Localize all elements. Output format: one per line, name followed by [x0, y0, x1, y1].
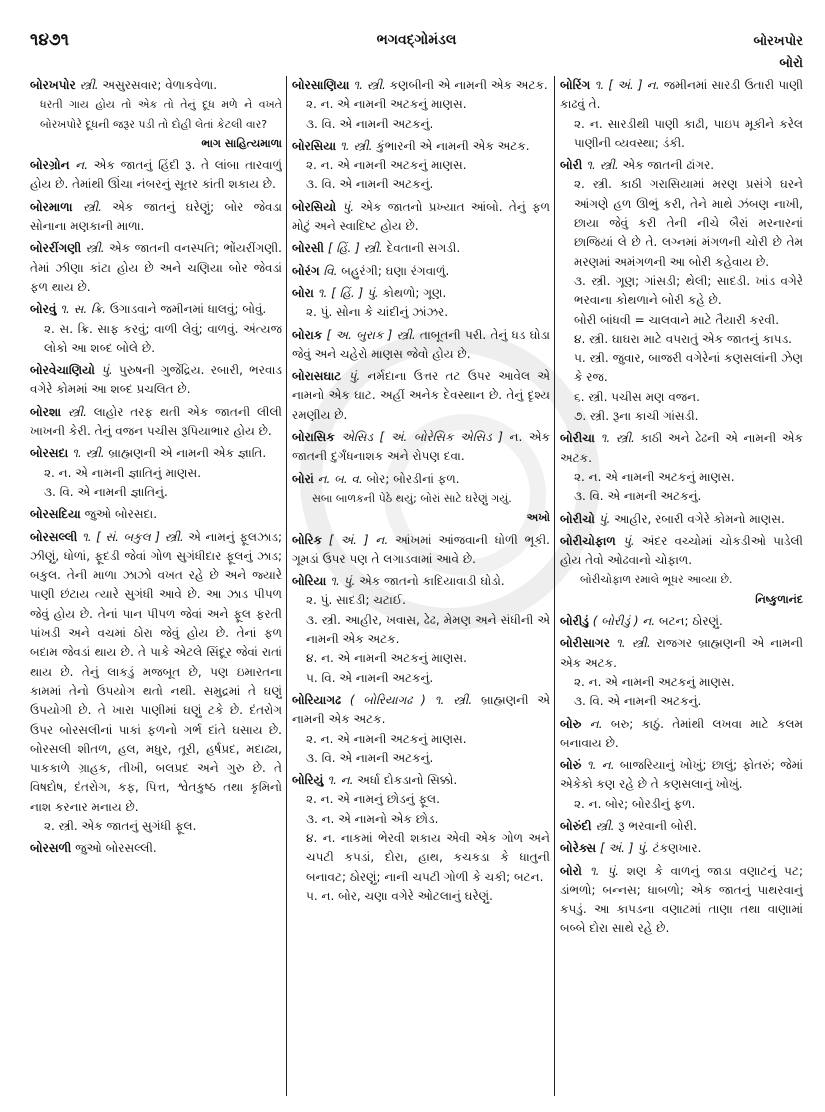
entry-body	[560, 612, 803, 631]
dictionary-entry	[560, 429, 803, 506]
headword: બોરરીંગણી	[30, 241, 82, 256]
entry-body	[292, 470, 550, 489]
headword: બોરસિયા	[292, 138, 337, 153]
headword: બોરીચો	[560, 511, 595, 526]
grammar-label: પું.	[94, 363, 113, 378]
definition-text: બાજરિયાનું ખોખું; છાલું; ફોતરું; જેમાં એકેકો કણ રહે છે તે કણસલાનું ખોખું.	[560, 758, 803, 792]
entry-body	[292, 76, 550, 95]
entry-body	[292, 284, 550, 303]
definition-text: કુંભારની એ નામની એક અટક.	[372, 138, 530, 153]
grammar-label: ૧. [ અં. ] ન.	[590, 78, 660, 92]
usage-example: બોરીચોફાળ રમાલે ભૂધર આવ્યા છે.	[580, 573, 733, 587]
dictionary-entry	[292, 137, 550, 195]
sub-sense: ૩. વિ. એ નામની જ્ઞાતિનું.	[44, 484, 168, 499]
dictionary-entry	[30, 239, 282, 297]
headword: બોરસદિયા	[30, 507, 81, 522]
definition-text: કણબીની એ નામની એક અટક.	[385, 78, 548, 92]
headword: બોરેક્સ	[560, 841, 597, 856]
headword: બોરસળી	[30, 841, 72, 856]
dictionary-entry	[292, 76, 550, 134]
headword: બોરાં	[292, 471, 314, 486]
headword: બોરંગ	[292, 263, 320, 278]
definition-text: એક જાતનું ઘરેણું; બોર જેવડા સોનાના મણકાની માળા.	[30, 199, 282, 234]
definition-text: બ્રાહ્મણની એ નામની એક જ્ઞાતિ.	[104, 446, 267, 461]
entry-body	[30, 403, 282, 442]
headword: બોરિંગ	[560, 78, 591, 92]
grammar-label: ૧. પું.	[581, 863, 619, 878]
entry-body	[560, 817, 803, 836]
dictionary-entry	[30, 505, 282, 524]
sub-sense: ૨. સ. ક્રિ. સાફ કરવું; વાળી લેવું; વાળવું. અંત્યજ લોકો આ શબ્દ બોલે છે.	[44, 321, 282, 355]
sub-sense: ૩. વિ. એ નામની અટકનું.	[574, 489, 702, 504]
definition-text: આંખમાં આંજવાની ધોળી ભૂકી. ગૂમડાં ઉપર પણ તે લગાડવામાં આવે છે.	[292, 532, 550, 566]
dictionary-entry	[30, 839, 282, 858]
column-divider	[286, 76, 287, 1096]
dictionary-entry	[292, 691, 550, 768]
headword: બોરુ	[560, 716, 582, 731]
quote-attribution: નિષ્કુળાનંદ	[755, 592, 803, 606]
dictionary-entry	[30, 361, 282, 400]
guide-word-bottom: બોરો	[779, 56, 803, 71]
headword: બોરિયું	[292, 773, 324, 788]
sub-sense: ૩. સ્ત્રી. આહીર, ખવાસ, ઢેઢ, મેમણ અને સંધીની એ નામની એક અટક.	[306, 612, 550, 647]
sub-sense: ૪. ન. નાકમાં ભેરવી શકાય એવી એક ગોળ અને ચપટી કપડાં, દોરા, હાથ, કચકડા કે ધાતુની બનાવટ; ઠોરણું; નાની ચપટી ગોળી કે ચકી; બટન.	[306, 830, 550, 884]
entry-body	[292, 691, 550, 730]
dictionary-entry	[292, 284, 550, 323]
grammar-label: પું.	[594, 511, 611, 526]
sub-sense: ૨. ન. એ નામની અટકનું માણસ.	[306, 731, 467, 746]
entry-body	[292, 137, 550, 156]
headword: બોરાક	[292, 327, 323, 342]
column-divider	[554, 76, 555, 1096]
grammar-label: ન. બ. વ.	[313, 471, 363, 486]
dictionary-entry	[30, 300, 282, 358]
quote-attribution: ભાગ સાહિત્યમાળા	[201, 136, 282, 150]
entry-body	[560, 634, 803, 673]
definition-text: જુઓ બોરસલ્લી.	[71, 841, 157, 856]
dictionary-entry	[560, 817, 803, 836]
definition-text: બોર; બોરડીનાં ફળ.	[362, 471, 460, 486]
quote-attribution: અખો	[526, 511, 550, 525]
sub-sense: ૨. પું. સોના કે ચાંદીનું ઝાંઝર.	[306, 305, 449, 320]
grammar-label: ન.	[69, 158, 89, 173]
grammar-label: ૧. સ્ત્રી.	[582, 158, 619, 173]
grammar-label: પું.	[615, 533, 635, 548]
headword: બોરગ્રોન	[30, 158, 70, 173]
dictionary-entry	[30, 156, 282, 195]
running-title: ભગવદ્ગોમંડલ	[376, 32, 457, 48]
dictionary-entry	[292, 198, 550, 237]
sub-sense: ૪. ન. એ નામની અટકનું માણસ.	[306, 651, 467, 666]
headword: બોરિક	[292, 532, 323, 547]
sub-sense: ૨. ન. એ નામની જ્ઞાતિનું માણસ.	[44, 465, 202, 480]
sub-sense: ૨. ન. એ નામનું છોડનું ફૂલ.	[306, 792, 440, 807]
dictionary-column-2	[292, 76, 550, 1096]
sub-sense: ૭. સ્ત્રી. રૂના કાચી ગાંસડી.	[574, 409, 699, 424]
dictionary-entry	[560, 510, 803, 529]
entry-body	[560, 510, 803, 529]
grammar-label: સ્ત્રી.	[81, 241, 105, 256]
entry-body	[30, 239, 282, 297]
grammar-label: પું.	[336, 199, 355, 214]
definition-text: એક જાતનું હિંદી રૂ. તે લાંબા તારવાળું હોય છે. તેમાંથી ઊંચા નંબરનું સૂતર કાંતી શકાય છે.	[30, 158, 282, 192]
entry-body	[292, 428, 550, 467]
headword: બોરીચા	[560, 431, 595, 446]
definition-text: એક જાતનો પ્રખ્યાત આંબો. તેનું ફળ મોટું અને સ્વાદિષ્ટ હોય છે.	[292, 199, 550, 234]
entry-body	[292, 198, 550, 237]
dictionary-entry	[560, 756, 803, 814]
grammar-label: ૧. પું.	[326, 574, 356, 589]
headword: બોરું	[560, 758, 582, 773]
dictionary-entry	[560, 862, 803, 939]
headword: બોરીડું	[560, 614, 589, 629]
grammar-label: ૧. સ્ત્રી.	[594, 431, 635, 446]
grammar-label: સ્ત્રી.	[61, 404, 87, 419]
dictionary-entry	[30, 403, 282, 442]
sub-sense: ૫. ન. બોર, ચણા વગેરે ઓટલાનું ઘરેણું.	[306, 888, 493, 903]
sub-sense: ૩. વિ. એ નામની અટકનું.	[574, 694, 702, 709]
dictionary-entry	[292, 531, 550, 570]
definition-text: આહીર, રબારી વગેરે કોમનો માણસ.	[610, 511, 785, 526]
dictionary-entry	[560, 715, 803, 754]
dictionary-column-1	[30, 76, 282, 1096]
sub-sense: બોરી બાંધવી = ચાલવાને માટે તૈયારી કરવી.	[574, 312, 780, 327]
definition-text: એ નામનું ફૂલઝાડ; ઝીણું, ધોળાં, ફૂદડી જેવાં ગોળ સુગંધીદાર ફૂલનું ઝાડ; બકુલ. તેની માળા ઝાઝો વખત રહે છે અને જ્યારે પાણી છંટાય ત્યારે સુગંધી આવે છે. આ ઝાડ પીપળ જેવું હોય છે. તેનાં પાન પીપળ જેવાં અને ફૂલ ફરતી પાંખડી અને વચમાં ઠોરા જેવું હોય છે. તેનાં ફળ બદામ જેવડાં થાય છે. તે પાકે એટલે સિંદૂર જેવાં રાતાં થાય છે. તેનું લાકડું મજબૂત છે, પણ ઇમારતના કામમાં તેનો ઉપયોગ થતો નથી. સમુદ્રમાં તે ઘણું ઉપયોગી છે. તે ખારા પાણીમાં ઘણું ટકે છે. દંતરોગ ઉપર બોરસલીનાં પાકાં ફળનો ગર્ભ દાંતે ઘસાય છે. બોરસલી શીતળ, હલ, મધુર, તૂરી, હર્ષપ્રદ, મદાઢ્ય, પાકકાળે ગ્રાહક, તીખી, બલપ્રદ અને ગુરુ છે. તે વિષદોષ, દંતરોગ, કફ, પિત્ત, શ્વેતકુષ્ઠ તથા કૃમિનો નાશ કરનાર મનાય છે.	[30, 529, 282, 814]
headword: બોરવેચાણિયો	[30, 363, 95, 378]
grammar-label: ૧. સ્ત્રી.	[336, 138, 373, 153]
headword: બોરવું	[30, 302, 57, 317]
sub-sense: ૫. સ્ત્રી. જુવાર, બાજરી વગેરેનાં કણસલાંની ઝેણ કે રજ.	[574, 351, 803, 385]
headword: બોરુંદી	[560, 818, 592, 833]
dictionary-entry	[292, 771, 550, 906]
grammar-label: ન.	[581, 716, 603, 731]
headword: બોરસલ્લી	[30, 529, 78, 544]
definition-text: એક જાતનો કાદિયાવાડી ઘોડો.	[355, 574, 505, 589]
dictionary-entry	[292, 470, 550, 528]
sub-sense: ૩. વિ. એ નામની અટકનું.	[306, 750, 434, 765]
definition-text: રૂ ભરવાની બોરી.	[614, 818, 697, 833]
definition-text: ઉગાડવાને જમીનમાં ધાલવું; બોવું.	[106, 302, 267, 317]
definition-text: પુરુષની ગુજેંદ્રિય. રબારી, ભરવાડ વગેરે કોમમાં આ શબ્દ પ્રચલિત છે.	[30, 363, 282, 397]
usage-quote: ધરતી ગાય હોય તો એક તો તેનું દૂધ મળે ને વખતે બોરખપોરે દૂધની જરૂર પડી તો દોહી લેતાં કેટલી વાર?	[40, 98, 282, 131]
entry-body	[30, 528, 282, 817]
dictionary-entry	[30, 444, 282, 502]
definition-text: બટન; ઠોરણું.	[655, 614, 723, 629]
grammar-label: ૧. સ. ક્રિ.	[56, 302, 106, 317]
grammar-label: ૧. [ હિં. ] પું.	[313, 285, 379, 300]
dictionary-entry	[292, 367, 550, 425]
dictionary-entry	[292, 428, 550, 467]
sub-sense: ૨. ન. બોર; બોરડીનું ફળ.	[574, 796, 696, 811]
grammar-label: સ્ત્રી.	[75, 78, 99, 92]
grammar-label: ( બોરીડું ) ન.	[588, 614, 656, 629]
sub-sense: ૩. વિ. એ નામની અટકનું.	[306, 177, 434, 192]
definition-text: અર્ધા દોકડાનો સિક્કો.	[353, 773, 458, 788]
sub-sense: ૨. ન. એ નામની અટકનું માણસ.	[574, 674, 735, 689]
dictionary-entry	[560, 839, 803, 858]
entry-body	[560, 429, 803, 468]
entry-body	[560, 715, 803, 754]
grammar-label: ૧. [ સં. બકુલ ] સ્ત્રી.	[77, 529, 184, 544]
definition-text: બરુ; કાઠું. તેમાંથી લખવા માટે કલમ બનાવાય છે.	[560, 716, 803, 750]
grammar-label: ૧. સ્ત્રી.	[349, 78, 386, 92]
definition-text: જમીનમાં સારડી ઉતારી પાણી કાઢવું તે.	[560, 78, 803, 112]
entry-body	[292, 771, 550, 790]
guide-word-top: બોરખપોર	[753, 34, 803, 49]
entry-body	[30, 361, 282, 400]
definition-text: લાહોર તરફ થતી એક જાતની લીલી ખાખની કેરી. તેનું વજન પચીસ રૂપિયાભાર હોય છે.	[30, 404, 282, 439]
definition-text: શણ કે વાળનું જાડા વણાટનું પટ; ડાંભળો; બન્નસ; ધાબળો; એક જાતનું પાથરવાનું કપડું. આ કાપડના વણાટમાં તાણા તથા વાણામાં બબ્બે દોરા સાથે રહે છે.	[560, 863, 803, 936]
entry-body	[560, 156, 803, 175]
grammar-label: [ અ. બુરાક ] સ્ત્રી.	[322, 327, 416, 342]
entry-body	[560, 76, 803, 115]
entry-body	[560, 862, 803, 939]
page-header	[30, 30, 803, 71]
definition-text: કોથળો; ગૂણ.	[378, 285, 447, 300]
grammar-label: એસિડ [ અં. બોરેસિક એસિડ ]	[334, 430, 503, 445]
entry-body	[30, 839, 282, 858]
grammar-label: ૧. ન.	[323, 773, 354, 788]
sub-sense: ૨. ન. એ નામની અટકનું માણસ.	[306, 158, 467, 173]
entry-body	[560, 532, 803, 571]
grammar-label: [ અં. ] પું.	[596, 841, 649, 856]
sub-sense: ૬. સ્ત્રી. પચીસ મણ વજન.	[574, 389, 700, 404]
dictionary-entry	[292, 326, 550, 365]
sub-sense: ૩. સ્ત્રી. ગૂણ; ગાંસડી; થેલી; સાદડી. ખાંડ વગેરે ભરવાના કોથળાને બોરી કહે છે.	[574, 273, 803, 308]
sub-sense: ૪. સ્ત્રી. ઘાઘરા માટે વપરાતું એક જાતનું કાપડ.	[574, 331, 793, 346]
definition-text: બ્રાહ્મણની એ નામની એક અટક.	[292, 692, 550, 727]
sub-sense: ૨. ન. સારડીથી પાણી કાઢી, પાઇપ મૂકીને કરેલ પાણીની વ્યવસ્થા; ડંકી.	[574, 116, 803, 150]
definition-text: એક જાતની વનસ્પતિ; ભોંયરીંગણી. તેમાં ઝીણા કાંટા હોય છે અને ચણિયા બોર જેવડાં ફળ થાય છે.	[30, 241, 282, 294]
headword: બોરીચોફાળ	[560, 533, 616, 548]
definition-text: બહુરંગી; ઘણા રંગવાળું.	[337, 263, 450, 278]
definition-text: ટંકણખાર.	[648, 841, 702, 856]
dictionary-entry	[560, 76, 803, 153]
dictionary-entry	[560, 532, 803, 609]
dictionary-entry	[560, 156, 803, 426]
dictionary-column-3	[560, 76, 803, 1096]
headword: બોરીસાગર	[560, 636, 610, 651]
headword: બોરસી	[292, 241, 324, 256]
headword: બોરા	[292, 285, 314, 300]
grammar-label: [ અં. ] ન.	[322, 532, 389, 547]
headword: બોરાસઘાટ	[292, 369, 342, 384]
grammar-label: સ્ત્રી.	[72, 199, 102, 214]
grammar-label: સ્ત્રી.	[591, 818, 615, 833]
grammar-label: ૧. સ્ત્રી.	[68, 446, 105, 461]
sub-sense: ૨. ન. એ નામની અટકનું માણસ.	[306, 97, 467, 112]
entry-body	[292, 239, 550, 258]
definition-text: અંદર વચ્ચોમાં ચોકડીઓ પાડેલી હોય તેવો ઓઢવાનો ચોફાળ.	[560, 533, 803, 568]
entry-body	[30, 505, 282, 524]
entry-body	[560, 839, 803, 858]
headword: બોરસદા	[30, 446, 69, 461]
grammar-label: ૧. ન.	[581, 758, 615, 773]
sub-sense: ૨. પું. સાદડી; ચટાઈ.	[306, 593, 406, 608]
sub-sense: ૩. ન. એ નામનો એક છોડ.	[306, 811, 439, 826]
grammar-label: પું.	[341, 369, 361, 384]
sub-sense: ૩. વિ. એ નામની અટકનું.	[306, 116, 434, 131]
definition-text: જુઓ બોરસદા.	[80, 507, 158, 522]
headword: બોરસાણિયા	[292, 78, 350, 92]
entry-body	[30, 76, 282, 95]
dictionary-entry	[292, 262, 550, 281]
dictionary-entry	[30, 528, 282, 837]
entry-body	[30, 198, 282, 237]
grammar-label: વિ.	[319, 263, 338, 278]
grammar-label: ૧. સ્ત્રી.	[609, 636, 651, 651]
definition-text: દેવતાની સગડી.	[382, 241, 461, 256]
definition-text: એક જાતની ઢાંગર.	[618, 158, 715, 173]
grammar-label: [ હિં. ] સ્ત્રી.	[324, 241, 383, 256]
entry-body	[292, 572, 550, 591]
entry-body	[292, 367, 550, 425]
entry-body	[292, 326, 550, 365]
entry-body	[30, 444, 282, 463]
dictionary-entry	[30, 76, 282, 153]
dictionary-entry	[560, 612, 803, 631]
definition-text: નર્મદાના ઉત્તર તટ ઉપર આવેલ એ નામનો એક ઘાટ. અહીં અનેક દેવસ્થાન છે. તેનું દૃશ્ય રમણીય છે.	[292, 369, 550, 422]
entry-body	[292, 531, 550, 570]
dictionary-entry	[292, 239, 550, 258]
entry-body	[560, 756, 803, 795]
sub-sense: ૫. વિ. એ નામની અટકનું.	[306, 670, 434, 685]
usage-example: સબા બાળકની પેઠે થયું; બોરાં સાટે ઘરેણું ગયું.	[312, 491, 512, 505]
headword: બોરો	[560, 863, 582, 878]
headword: બોરસિયો	[292, 199, 337, 214]
headword: બોરિયાગઢ	[292, 692, 342, 707]
headword: બોરશા	[30, 404, 62, 419]
dictionary-entry	[292, 572, 550, 688]
headword: બોરાસિક	[292, 430, 335, 445]
headword: બોરી	[560, 158, 583, 173]
headword: બોરિયા	[292, 574, 327, 589]
definition-text: ન. એક જાતની દુર્ગંધનાશક અને રોપણ દવા.	[292, 430, 550, 464]
headword: બોરખપોર	[30, 78, 76, 92]
dictionary-entry	[30, 198, 282, 237]
definition-text: અસુરસવાર; વેળાકવેળા.	[98, 78, 218, 92]
entry-body	[30, 156, 282, 195]
sub-sense: ૨. સ્ત્રી. એક જાતનું સુગંધી ફૂલ.	[44, 818, 197, 833]
sub-sense: ૨. સ્ત્રી. કાઠી ગરાસિયામાં મરણ પ્રસંગે ઘરને આંગણે હળ ઊભું કરી, તેને માથે ઝંબણ નાખી, છાયા જેવું કરી તેની નીચે બૈરાં મરનારનાં છાજિયાં લે છે તે. લગ્નમાં મંગળની ચોરી છે તેમ મરણમાં અમંગળની આ બોરી કહેવાય છે.	[574, 177, 803, 269]
definition-text: તાબૂતની પરી. તેનું ધડ ઘોડા જેવું અને ચહેરો માણસ જેવો હોય છે.	[292, 327, 550, 361]
grammar-label: ( બોરિયાગઢ ) ૧. સ્ત્રી.	[341, 692, 473, 707]
headword: બોરમાળા	[30, 199, 73, 214]
entry-body	[30, 300, 282, 319]
entry-body	[292, 262, 550, 281]
page-number: ૧૪૭૧	[30, 30, 70, 50]
definition-text: કાઠી અને ઢેઢની એ નામની એક અટક.	[560, 431, 803, 465]
definition-text: રાજગર બ્રાહ્મણની એ નામની એક અટક.	[560, 636, 803, 670]
dictionary-entry	[560, 634, 803, 711]
sub-sense: ૨. ન. એ નામની અટકનું માણસ.	[574, 469, 735, 484]
